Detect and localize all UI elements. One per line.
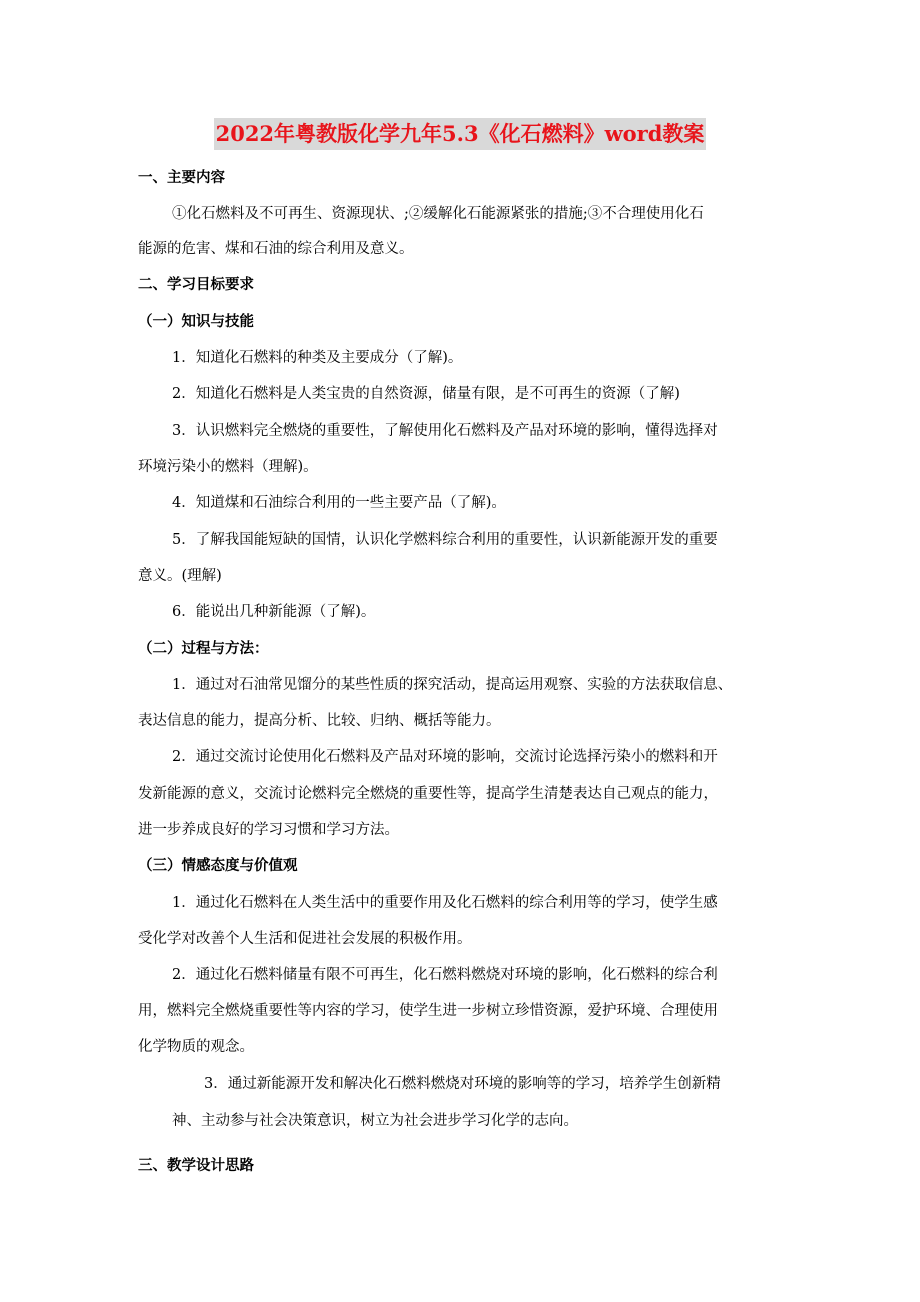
subsection-heading-process: （二）过程与方法： xyxy=(138,641,269,657)
list-item: 2．通过交流讨论使用化石燃料及产品对环境的影响，交流讨论选择污染小的燃料和开 xyxy=(172,749,718,765)
list-item: 1．通过对石油常见馏分的某些性质的探究活动，提高运用观察、实验的方法获取信息、 xyxy=(172,677,733,693)
list-item-continuation: 环境污染小的燃料（理解)。 xyxy=(138,459,318,475)
list-item: 4．知道煤和石油综合利用的一些主要产品（了解)。 xyxy=(172,495,506,511)
list-item-continuation: 意义。(理解) xyxy=(138,568,222,584)
section-heading-main-content: 一、主要内容 xyxy=(138,170,225,186)
subsection-heading-values: （三）情感态度与价值观 xyxy=(138,858,298,874)
paragraph-line: ①化石燃料及不可再生、资源现状、;②缓解化石能源紧张的措施;③不合理使用化石 xyxy=(172,206,704,222)
list-item-continuation: 化学物质的观念。 xyxy=(138,1039,254,1055)
subsection-heading-knowledge: （一）知识与技能 xyxy=(138,314,254,330)
list-item-continuation: 发新能源的意义，交流讨论燃料完全燃烧的重要性等，提高学生清楚表达自己观点的能力， xyxy=(138,786,718,802)
list-item: 1．知道化石燃料的种类及主要成分（了解)。 xyxy=(172,350,463,366)
list-item-continuation: 表达信息的能力，提高分析、比较、归纳、概括等能力。 xyxy=(138,713,501,729)
list-item: 3．通过新能源开发和解决化石燃料燃烧对环境的影响等的学习，培养学生创新精 xyxy=(204,1076,721,1092)
list-item: 2．通过化石燃料储量有限不可再生，化石燃料燃烧对环境的影响，化石燃料的综合利 xyxy=(172,967,718,983)
paragraph-line: 能源的危害、煤和石油的综合利用及意义。 xyxy=(138,241,414,257)
list-item: 5．了解我国能短缺的国情，认识化学燃料综合利用的重要性，认识新能源开发的重要 xyxy=(172,532,718,548)
section-heading-design: 三、教学设计思路 xyxy=(138,1158,254,1174)
list-item: 3．认识燃料完全燃烧的重要性，了解使用化石燃料及产品对环境的影响，懂得选择对 xyxy=(172,423,718,439)
list-item: 6．能说出几种新能源（了解)。 xyxy=(172,604,376,620)
list-item: 2．知道化石燃料是人类宝贵的自然资源，储量有限，是不可再生的资源（了解) xyxy=(172,386,680,402)
section-heading-learning-goals: 二、学习目标要求 xyxy=(138,277,254,293)
title-container xyxy=(0,118,920,150)
list-item-continuation: 受化学对改善个人生活和促进社会发展的积极作用。 xyxy=(138,931,472,947)
list-item-continuation: 神、主动参与社会决策意识，树立为社会进步学习化学的志向。 xyxy=(172,1113,578,1129)
list-item-continuation: 进一步养成良好的学习习惯和学习方法。 xyxy=(138,822,399,838)
list-item: 1．通过化石燃料在人类生活中的重要作用及化石燃料的综合利用等的学习，使学生感 xyxy=(172,895,718,911)
list-item-continuation: 用，燃料完全燃烧重要性等内容的学习，使学生进一步树立珍惜资源，爱护环境、合理使用 xyxy=(138,1003,718,1019)
document-title: 2022年粤教版化学九年5.3《化石燃料》word教案 xyxy=(214,118,707,150)
